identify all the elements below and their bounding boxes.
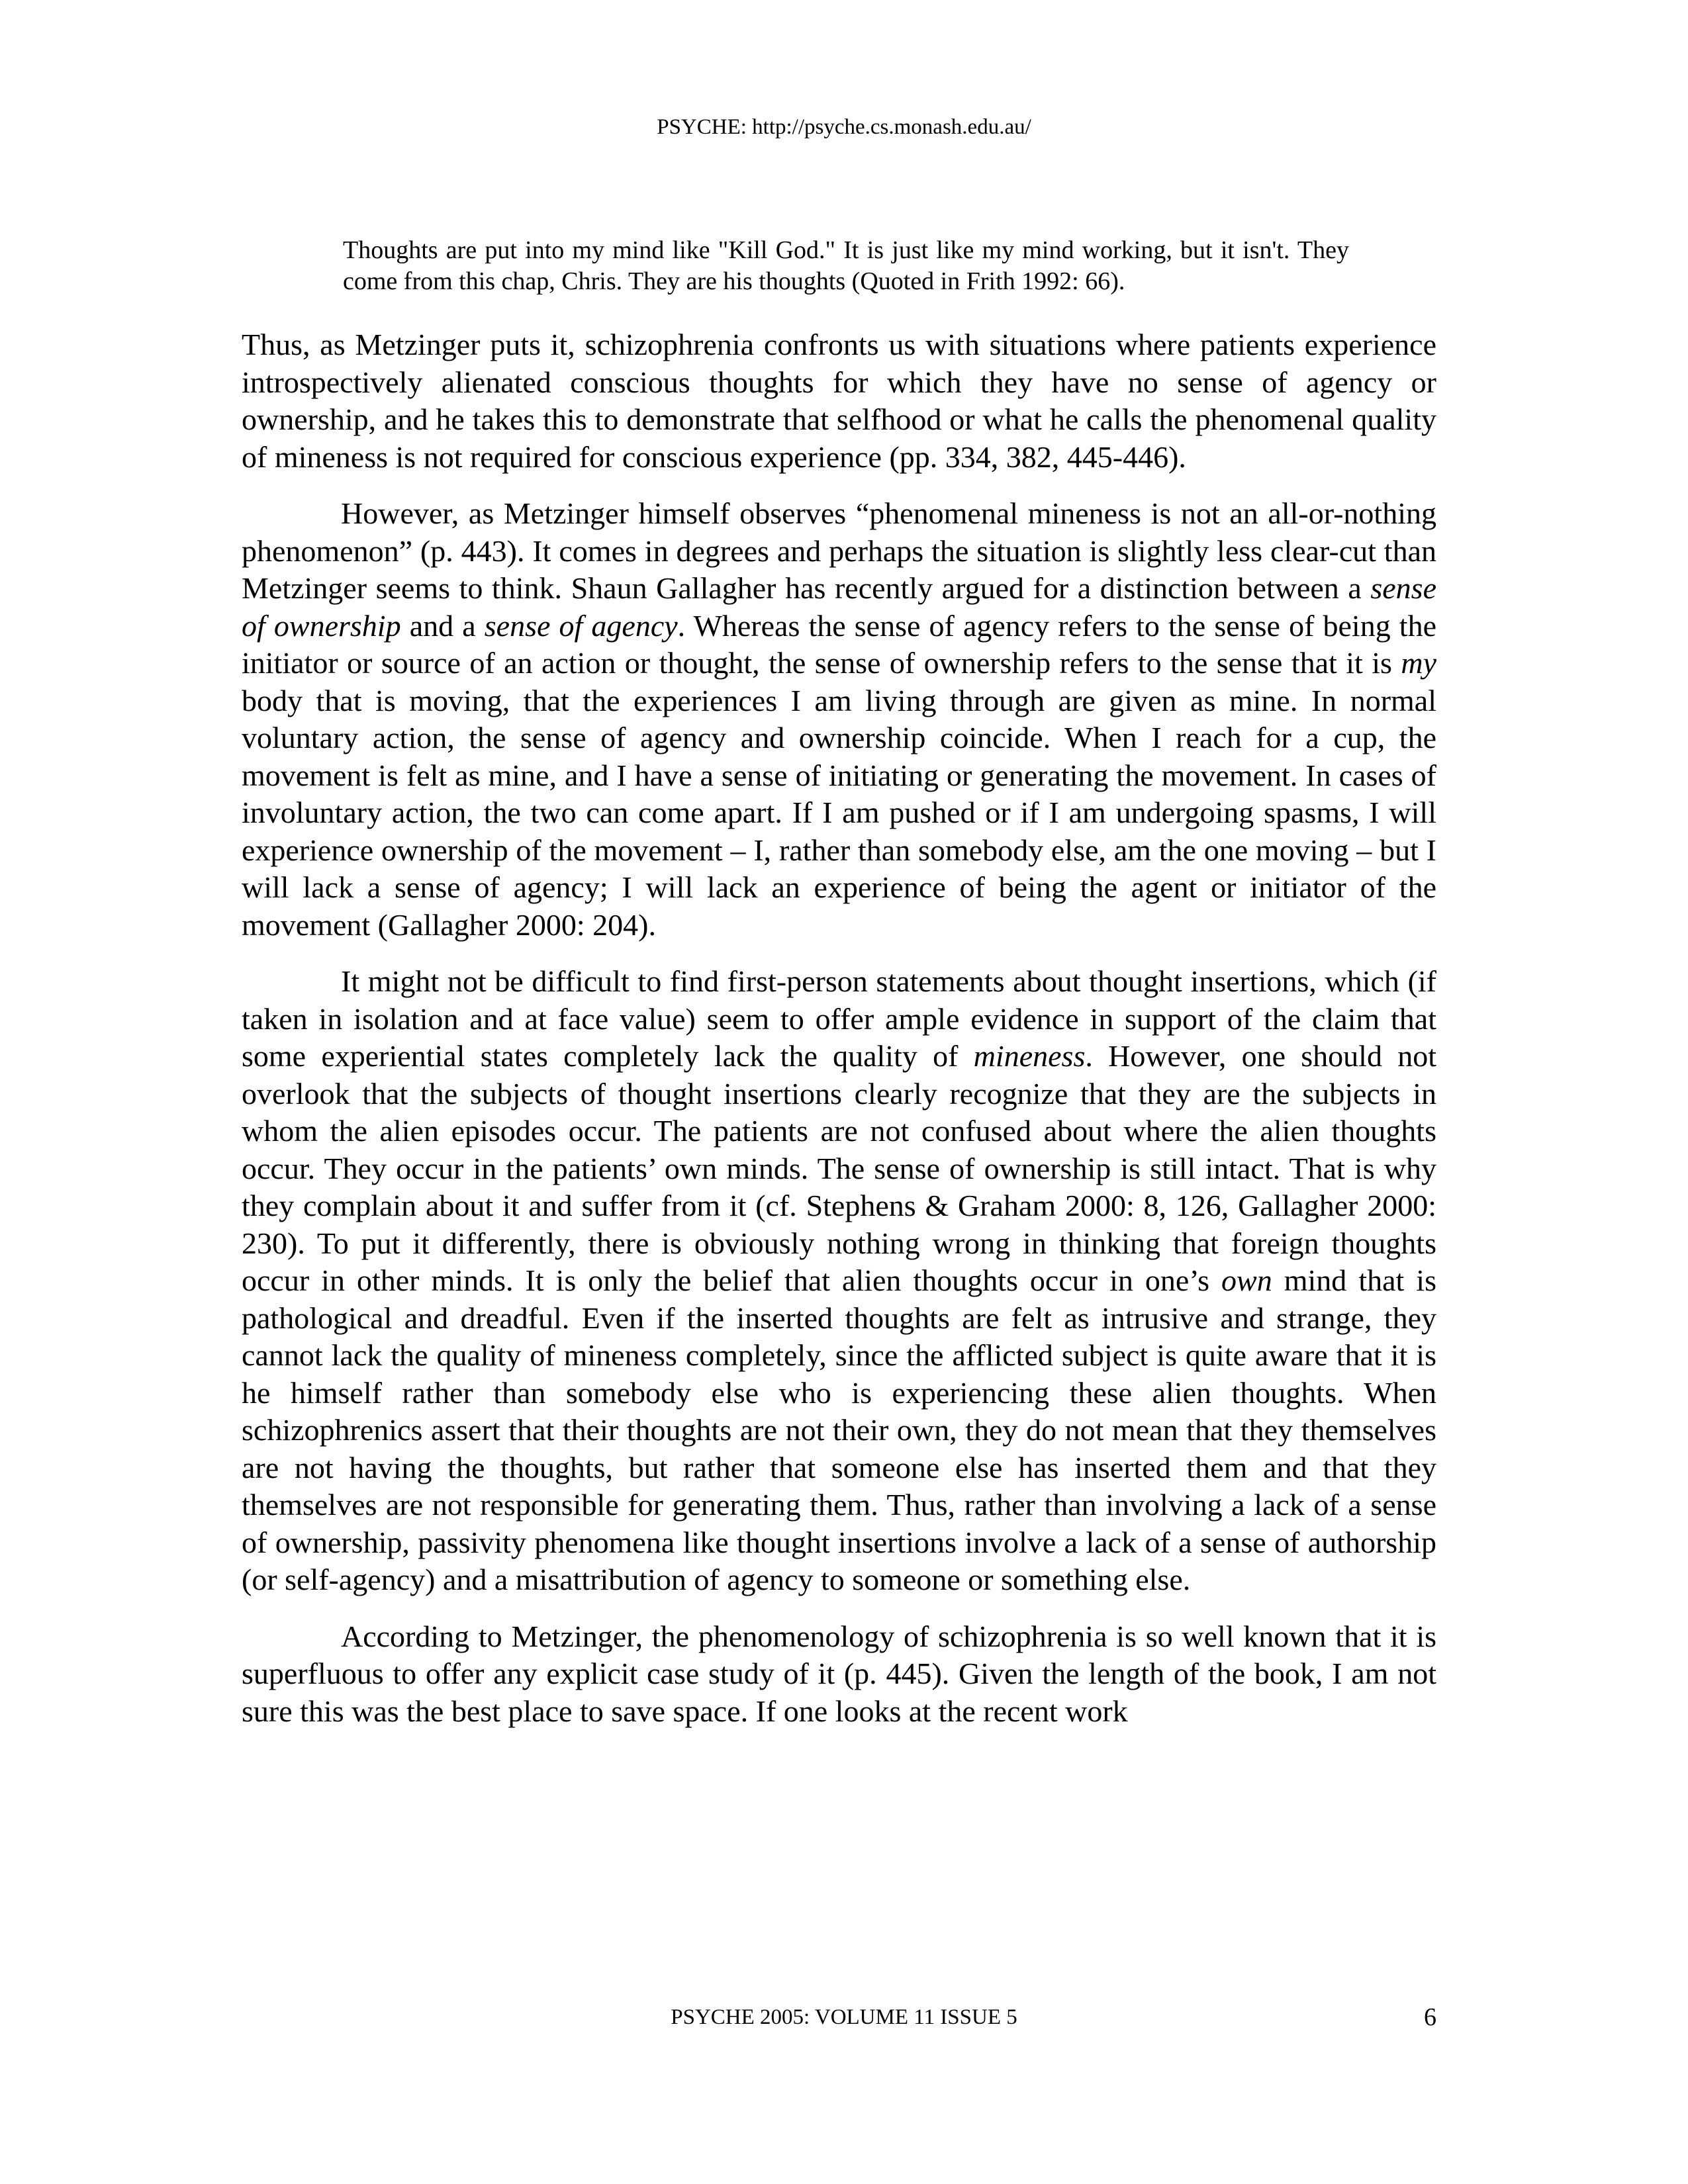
paragraph-3-text: mind that is pathological and dreadful. Even if the inserted thoughts are felt as intrusive and strange, they cannot lack the quality of mineness completely, since the afflicted subject is quite aware that it is he himself rather than somebody else who is experiencing these alien thoughts. When schizophrenics assert that their thoughts are not their own, they do not mean that they themselves are not having the thoughts, but rather that someone else has inserted them and that they themselves are not responsible for generating them. Thus, rather than involving a lack of a sense of ownership, passivity phenomena like thought insertions involve a lack of a sense of authorship (or self-agency) and a misattribution of agency to someone or something else. — [242, 1263, 1436, 1596]
emphasis-my: my — [1401, 646, 1436, 680]
paragraph-2-text: body that is moving, that the experiences I am living through are given as mine. In normal voluntary action, the sense of agency and ownership coincide. When I reach for a cup, the movement is felt as mine, and I have a sense of initiating or generating the movement. In cases of involuntary action, the two can come apart. If I am pushed or if I am undergoing spasms, I will experience ownership of the movement – I, rather than somebody else, am the one moving – but I will lack a sense of agency; I will lack an experience of being the agent or initiator of the movement (Gallagher 2000: 204). — [242, 683, 1436, 942]
emphasis-mineness: mineness — [973, 1039, 1086, 1073]
body-text — [242, 326, 1436, 1749]
paragraph-2-text: and a — [400, 608, 485, 643]
paragraph-1: Thus, as Metzinger puts it, schizophrenia confronts us with situations where patients experience introspectively alienated conscious thoughts for which they have no sense of agency or ownership, and he takes this to demonstrate that selfhood or what he calls the phenomenal quality of mineness is not required for conscious experience (pp. 334, 382, 445-446). — [242, 328, 1436, 474]
emphasis-own: own — [1221, 1263, 1272, 1297]
paragraph-2-text: However, as Metzinger himself observes “phenomenal mineness is not an all-or-nothing phenomenon” (p. 443). It comes in degrees and perhaps the situation is slightly less clear-cut than Metzinger seems to think. Shaun Gallagher has recently argued for a distinction between a — [242, 496, 1436, 605]
paragraph-2-text: . Whereas the sense of agency refers to the sense of being the initiator or source of an action or thought, the sense of ownership refers to the sense that it is — [242, 608, 1437, 680]
block-quote: Thoughts are put into my mind like "Kill God." It is just like my mind working, but it isn't. They come from this chap, Chris. They are his thoughts (Quoted in Frith 1992: 66). — [343, 236, 1349, 295]
paragraph-3-text: . However, one should not overlook that the subjects of thought insertions clearly recognize that they are the subjects in whom the alien episodes occur. The patients are not confused about where the alien thoughts occur. They occur in the patients’ own minds. The sense of ownership is still intact. That is why they complain about it and suffer from it (cf. Stephens & Graham 2000: 8, 126, Gallagher 2000: 230). To put it differently, there is obviously nothing wrong in thinking that foreign thoughts occur in other minds. It is only the belief that alien thoughts occur in one’s — [242, 1039, 1436, 1297]
paragraph-2 — [242, 495, 1436, 944]
paragraph-3 — [242, 963, 1436, 1599]
paragraph-4: According to Metzinger, the phenomenology of schizophrenia is so well known that it is superfluous to offer any explicit case study of it (p. 445). Given the length of the book, I am not sure this was the best place to save space. If one looks at the recent work — [242, 1619, 1436, 1728]
emphasis-sense-of-ownership: sense of ownership — [242, 571, 1436, 643]
footer-journal: PSYCHE 2005: VOLUME 11 ISSUE 5 — [671, 2005, 1017, 2029]
running-header: PSYCHE: http://psyche.cs.monash.edu.au/ — [657, 115, 1031, 139]
page-number: 6 — [1424, 2003, 1436, 2031]
paragraph-3-text: It might not be difficult to find first-person statements about thought insertions, which (if taken in isolation and at face value) seem to offer ample evidence in support of the claim that some experiential states completely lack the quality of — [242, 964, 1436, 1073]
emphasis-sense-of-agency: sense of agency — [484, 608, 678, 643]
